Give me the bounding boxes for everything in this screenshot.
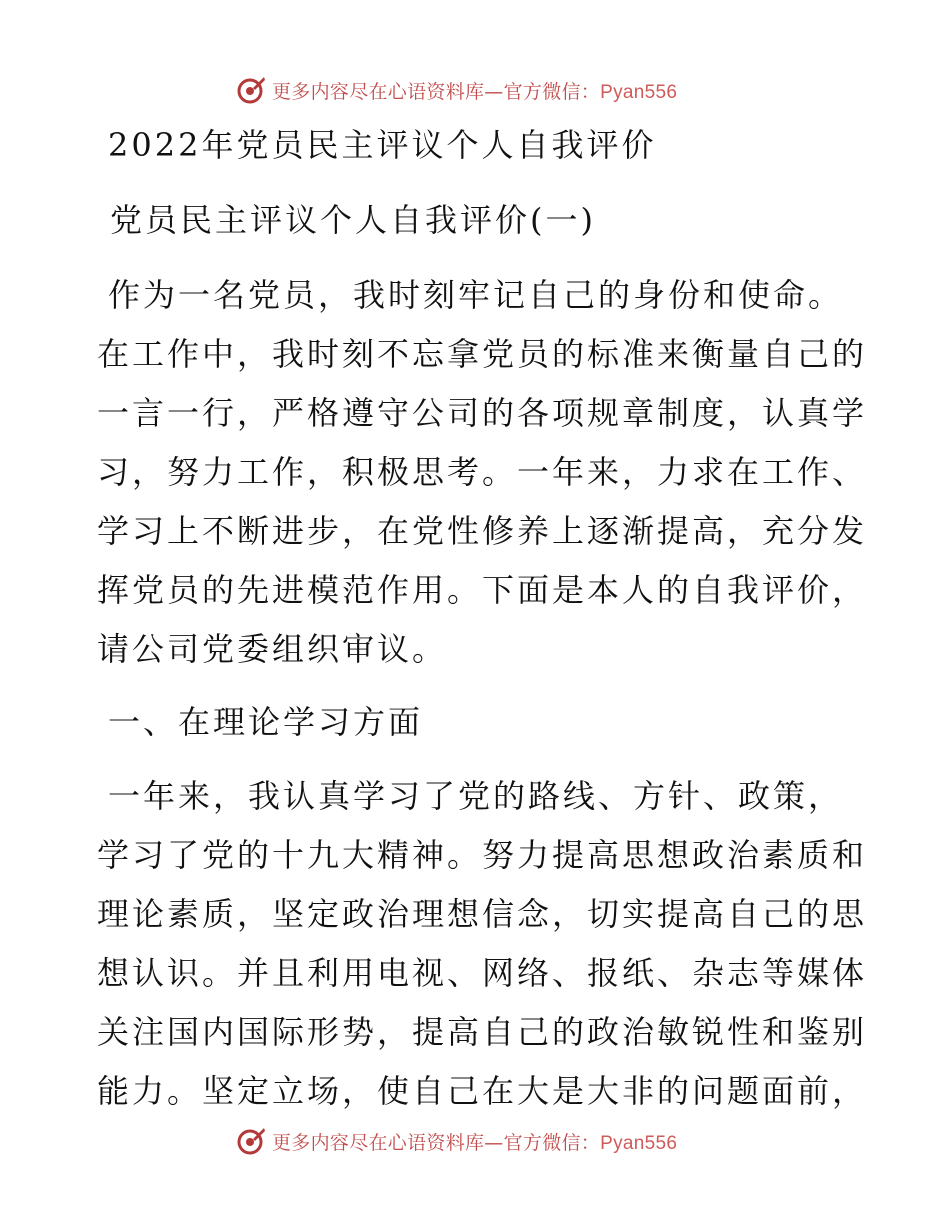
footer-watermark — [236, 1124, 677, 1158]
header-watermark — [236, 73, 677, 107]
paragraph-line: 理论素质，坚定政治理想信念，切实提高自己的思 — [97, 895, 868, 933]
document-subtitle: 党员民主评议个人自我评价(一) — [110, 201, 596, 239]
paragraph-line: 想认识。并且利用电视、网络、报纸、杂志等媒体 — [97, 954, 868, 992]
paragraph-line: 学习上不断进步，在党性修养上逐渐提高，充分发 — [97, 512, 868, 550]
paragraph-line: 学习了党的十九大精神。努力提高思想政治素质和 — [97, 836, 868, 874]
paragraph-line: 作为一名党员，我时刻牢记自己的身份和使命。 — [108, 276, 844, 314]
watermark-text: 更多内容尽在心语资料库—官方微信：Pyan556 — [272, 1131, 678, 1154]
paragraph-line: 能力。坚定立场，使自己在大是大非的问题面前， — [97, 1072, 868, 1110]
paragraph-line: 关注国内国际形势，提高自己的政治敏锐性和鉴别 — [97, 1013, 868, 1051]
paragraph-line: 挥党员的先进模范作用。下面是本人的自我评价， — [97, 571, 868, 609]
paragraph-line: 在工作中，我时刻不忘拿党员的标准来衡量自己的 — [97, 335, 868, 373]
paragraph-line: 一年来，我认真学习了党的路线、方针、政策， — [108, 777, 844, 815]
document-title: 2022年党员民主评议个人自我评价 — [108, 126, 657, 164]
section-heading: 一、在理论学习方面 — [108, 703, 424, 741]
wax-seal-pen-icon — [236, 1126, 266, 1156]
watermark-text: 更多内容尽在心语资料库—官方微信：Pyan556 — [272, 80, 678, 103]
paragraph-line: 一言一行，严格遵守公司的各项规章制度，认真学 — [97, 394, 868, 432]
paragraph-line: 请公司党委组织审议。 — [97, 630, 448, 668]
paragraph-line: 习，努力工作，积极思考。一年来，力求在工作、 — [97, 453, 868, 491]
wax-seal-pen-icon — [236, 75, 266, 105]
